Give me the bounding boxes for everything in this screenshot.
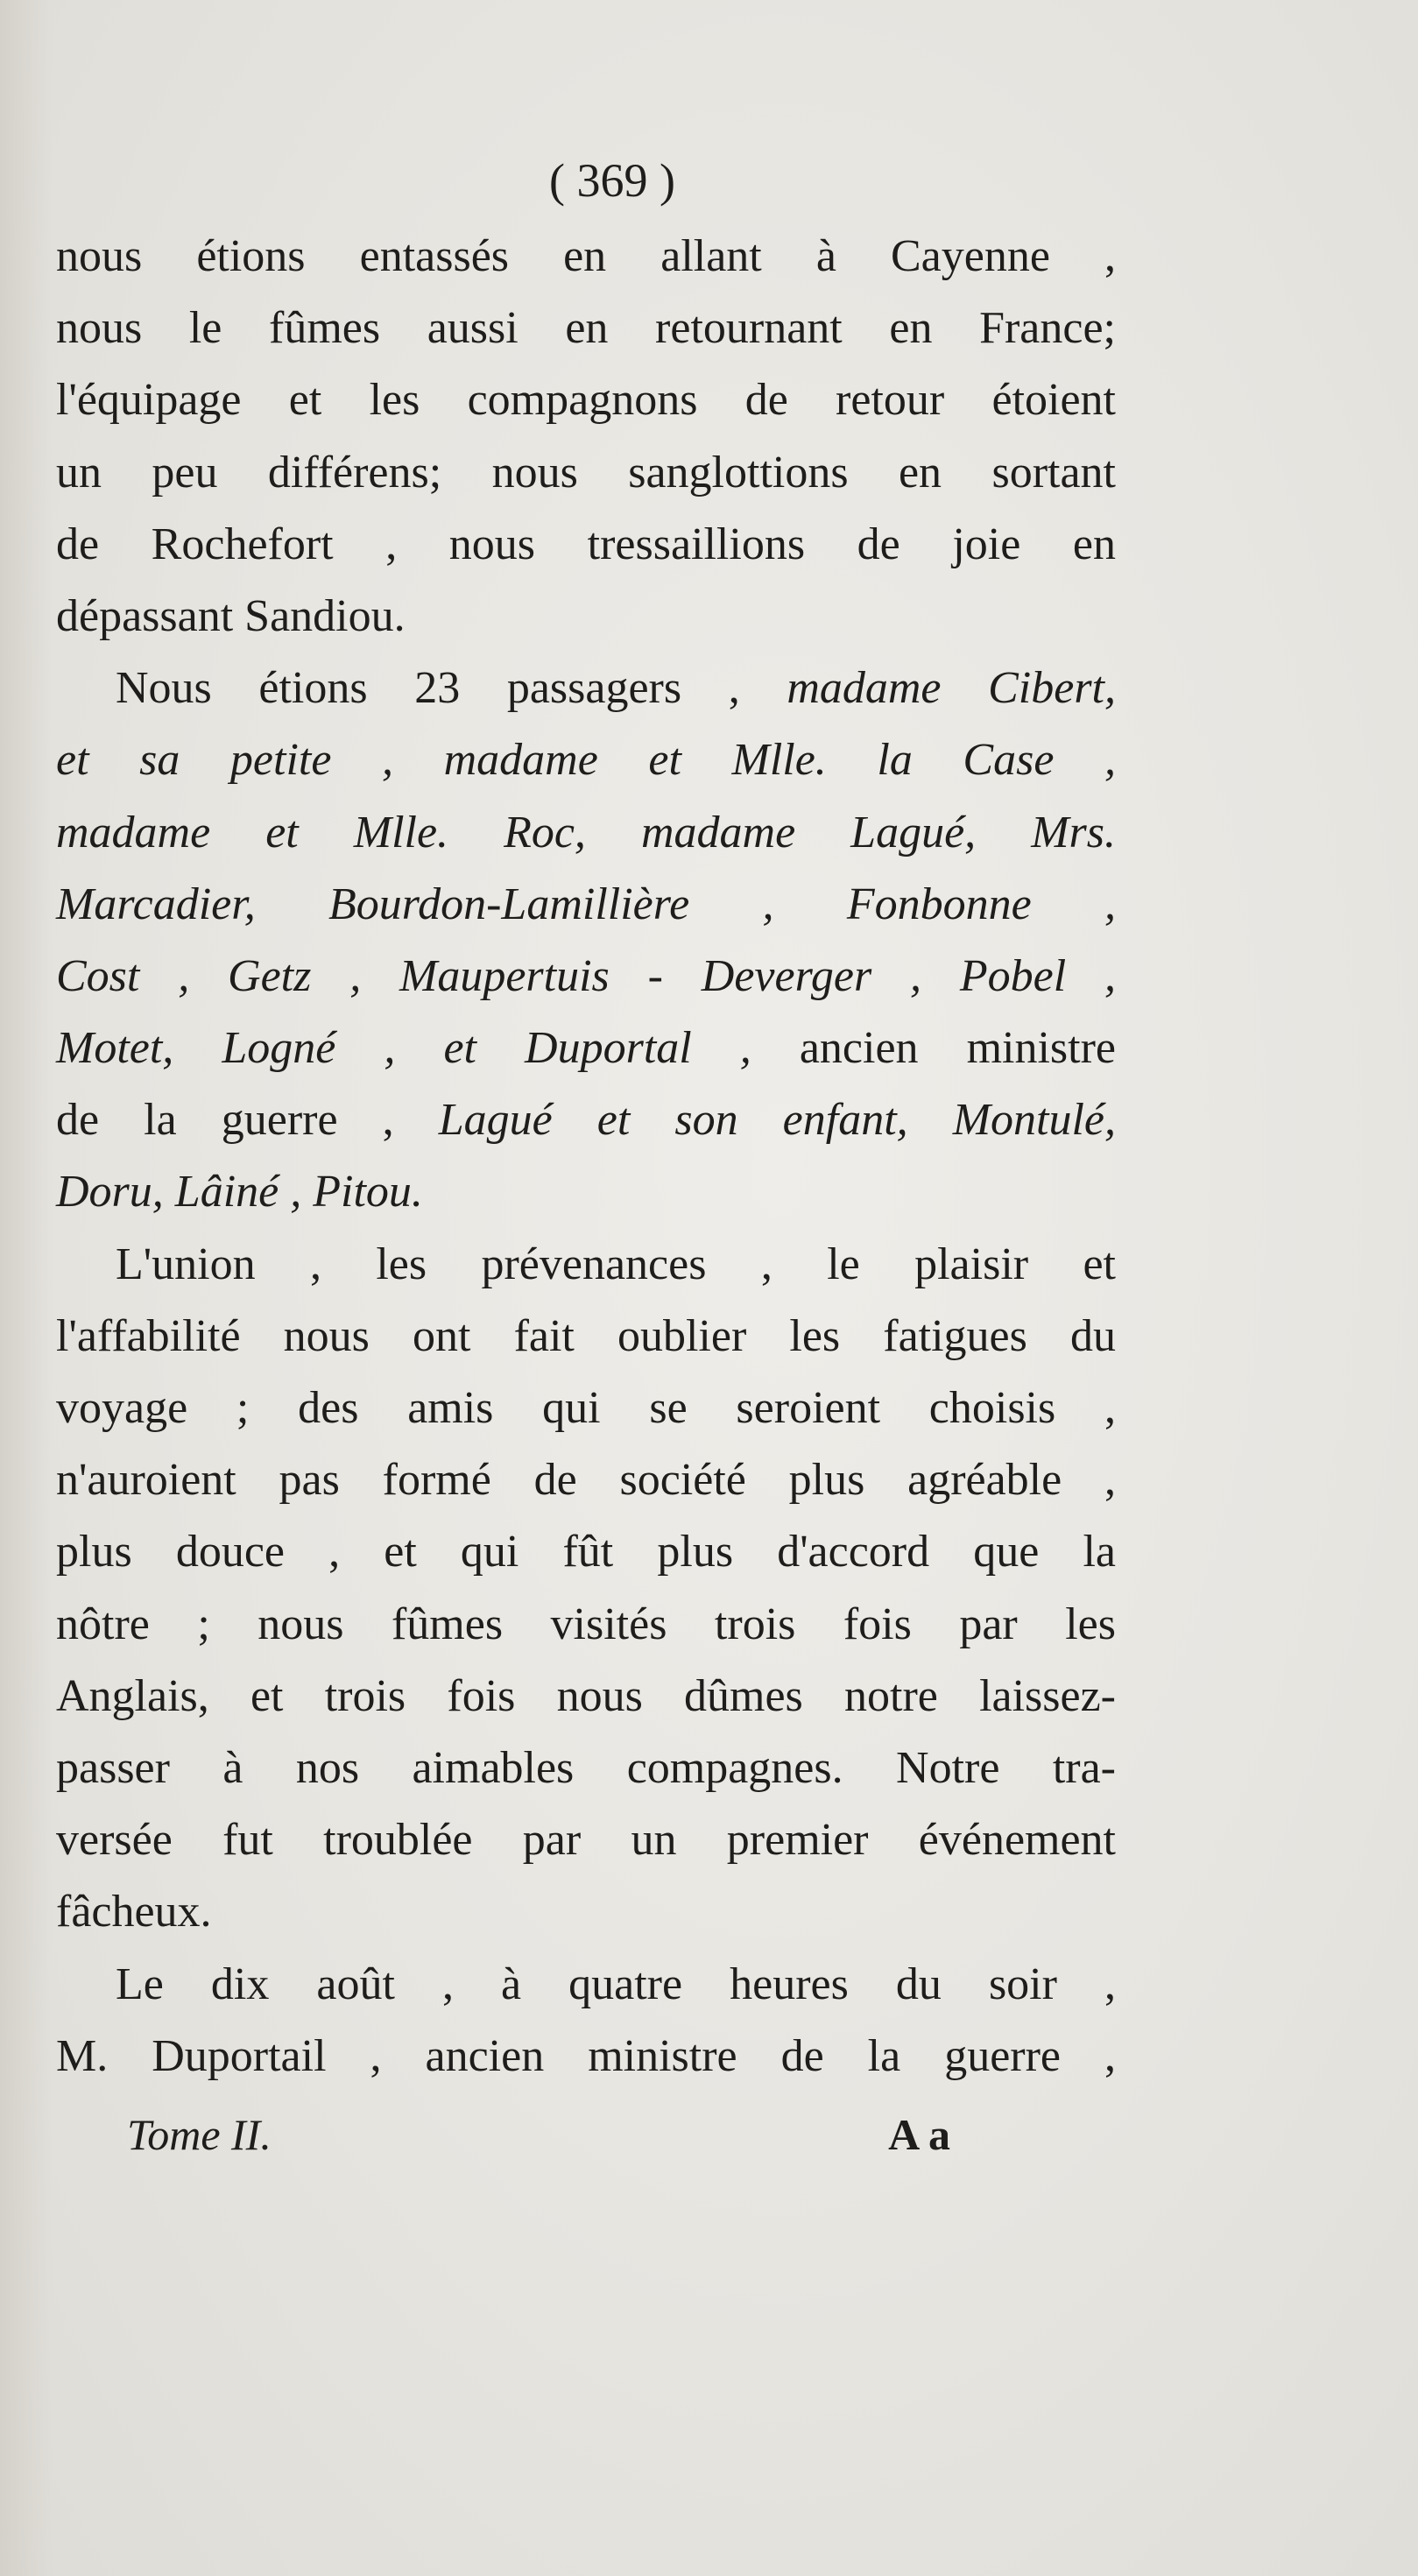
- passenger-count-text: Nous étions 23 passagers ,: [116, 663, 740, 714]
- text-line: l'affabilité nous ont fait oublier les fatigues du: [56, 1310, 1116, 1361]
- text-line: n'auroient pas formé de société plus agréable ,: [56, 1455, 1116, 1506]
- text-line: passer à nos aimables compagnes. Notre tra-: [56, 1742, 1116, 1793]
- passenger-line: et sa petite , madame et Mlle. la Case ,: [56, 735, 1116, 786]
- page-footer: [127, 2109, 950, 2160]
- text-line: un peu différens; nous sanglottions en sortant: [56, 447, 1116, 498]
- page-number: ( 369 ): [549, 154, 675, 207]
- text-line: nous étions entassés en allant à Cayenne ,: [56, 231, 1116, 281]
- passenger-name: madame Cibert,: [787, 663, 1116, 714]
- text-line: M. Duportail , ancien ministre de la guerre ,: [56, 2030, 1116, 2081]
- signature-mark: A a: [888, 2110, 950, 2159]
- text-line: voyage ; des amis qui se seroient choisis ,: [56, 1383, 1116, 1433]
- text-line: dépassant Sandiou.: [56, 590, 406, 641]
- passenger-name: Motet, Logné , et Duportal ,: [56, 1023, 751, 1074]
- text-line: Le dix août , à quatre heures du soir ,: [116, 1958, 1116, 2009]
- text-line: L'union , les prévenances , le plaisir et: [116, 1239, 1116, 1289]
- text-line: Anglais, et trois fois nous dûmes notre laissez-: [56, 1670, 1116, 1721]
- passenger-title: ancien ministre: [799, 1023, 1117, 1074]
- passenger-line: [56, 1084, 1116, 1156]
- passenger-title: de la guerre ,: [56, 1095, 394, 1146]
- text-line: de Rochefort , nous tressaillions de joie en: [56, 519, 1116, 569]
- passenger-line: Cost , Getz , Maupertuis - Deverger , Pobel ,: [56, 950, 1116, 1001]
- passenger-line: Doru, Lâiné , Pitou.: [56, 1167, 423, 1217]
- text-line: plus douce , et qui fût plus d'accord que la: [56, 1527, 1116, 1577]
- text-line: l'équipage et les compagnons de retour étoient: [56, 375, 1116, 426]
- text-line: nous le fûmes aussi en retournant en France;: [56, 303, 1116, 354]
- passenger-name: Lagué et son enfant, Montulé,: [438, 1095, 1117, 1146]
- text-line: versée fut troublée par un premier événement: [56, 1815, 1116, 1866]
- volume-label: Tome II.: [127, 2110, 272, 2159]
- page-text: [56, 140, 1116, 2093]
- passenger-line: madame et Mlle. Roc, madame Lagué, Mrs.: [56, 807, 1116, 857]
- text-line: nôtre ; nous fûmes visités trois fois par les: [56, 1599, 1116, 1649]
- passenger-line: [56, 1013, 1116, 1084]
- passenger-line: Marcadier, Bourdon-Lamillière , Fonbonne ,: [56, 879, 1116, 929]
- passenger-line: [56, 653, 1116, 724]
- text-line: fâcheux.: [56, 1887, 212, 1937]
